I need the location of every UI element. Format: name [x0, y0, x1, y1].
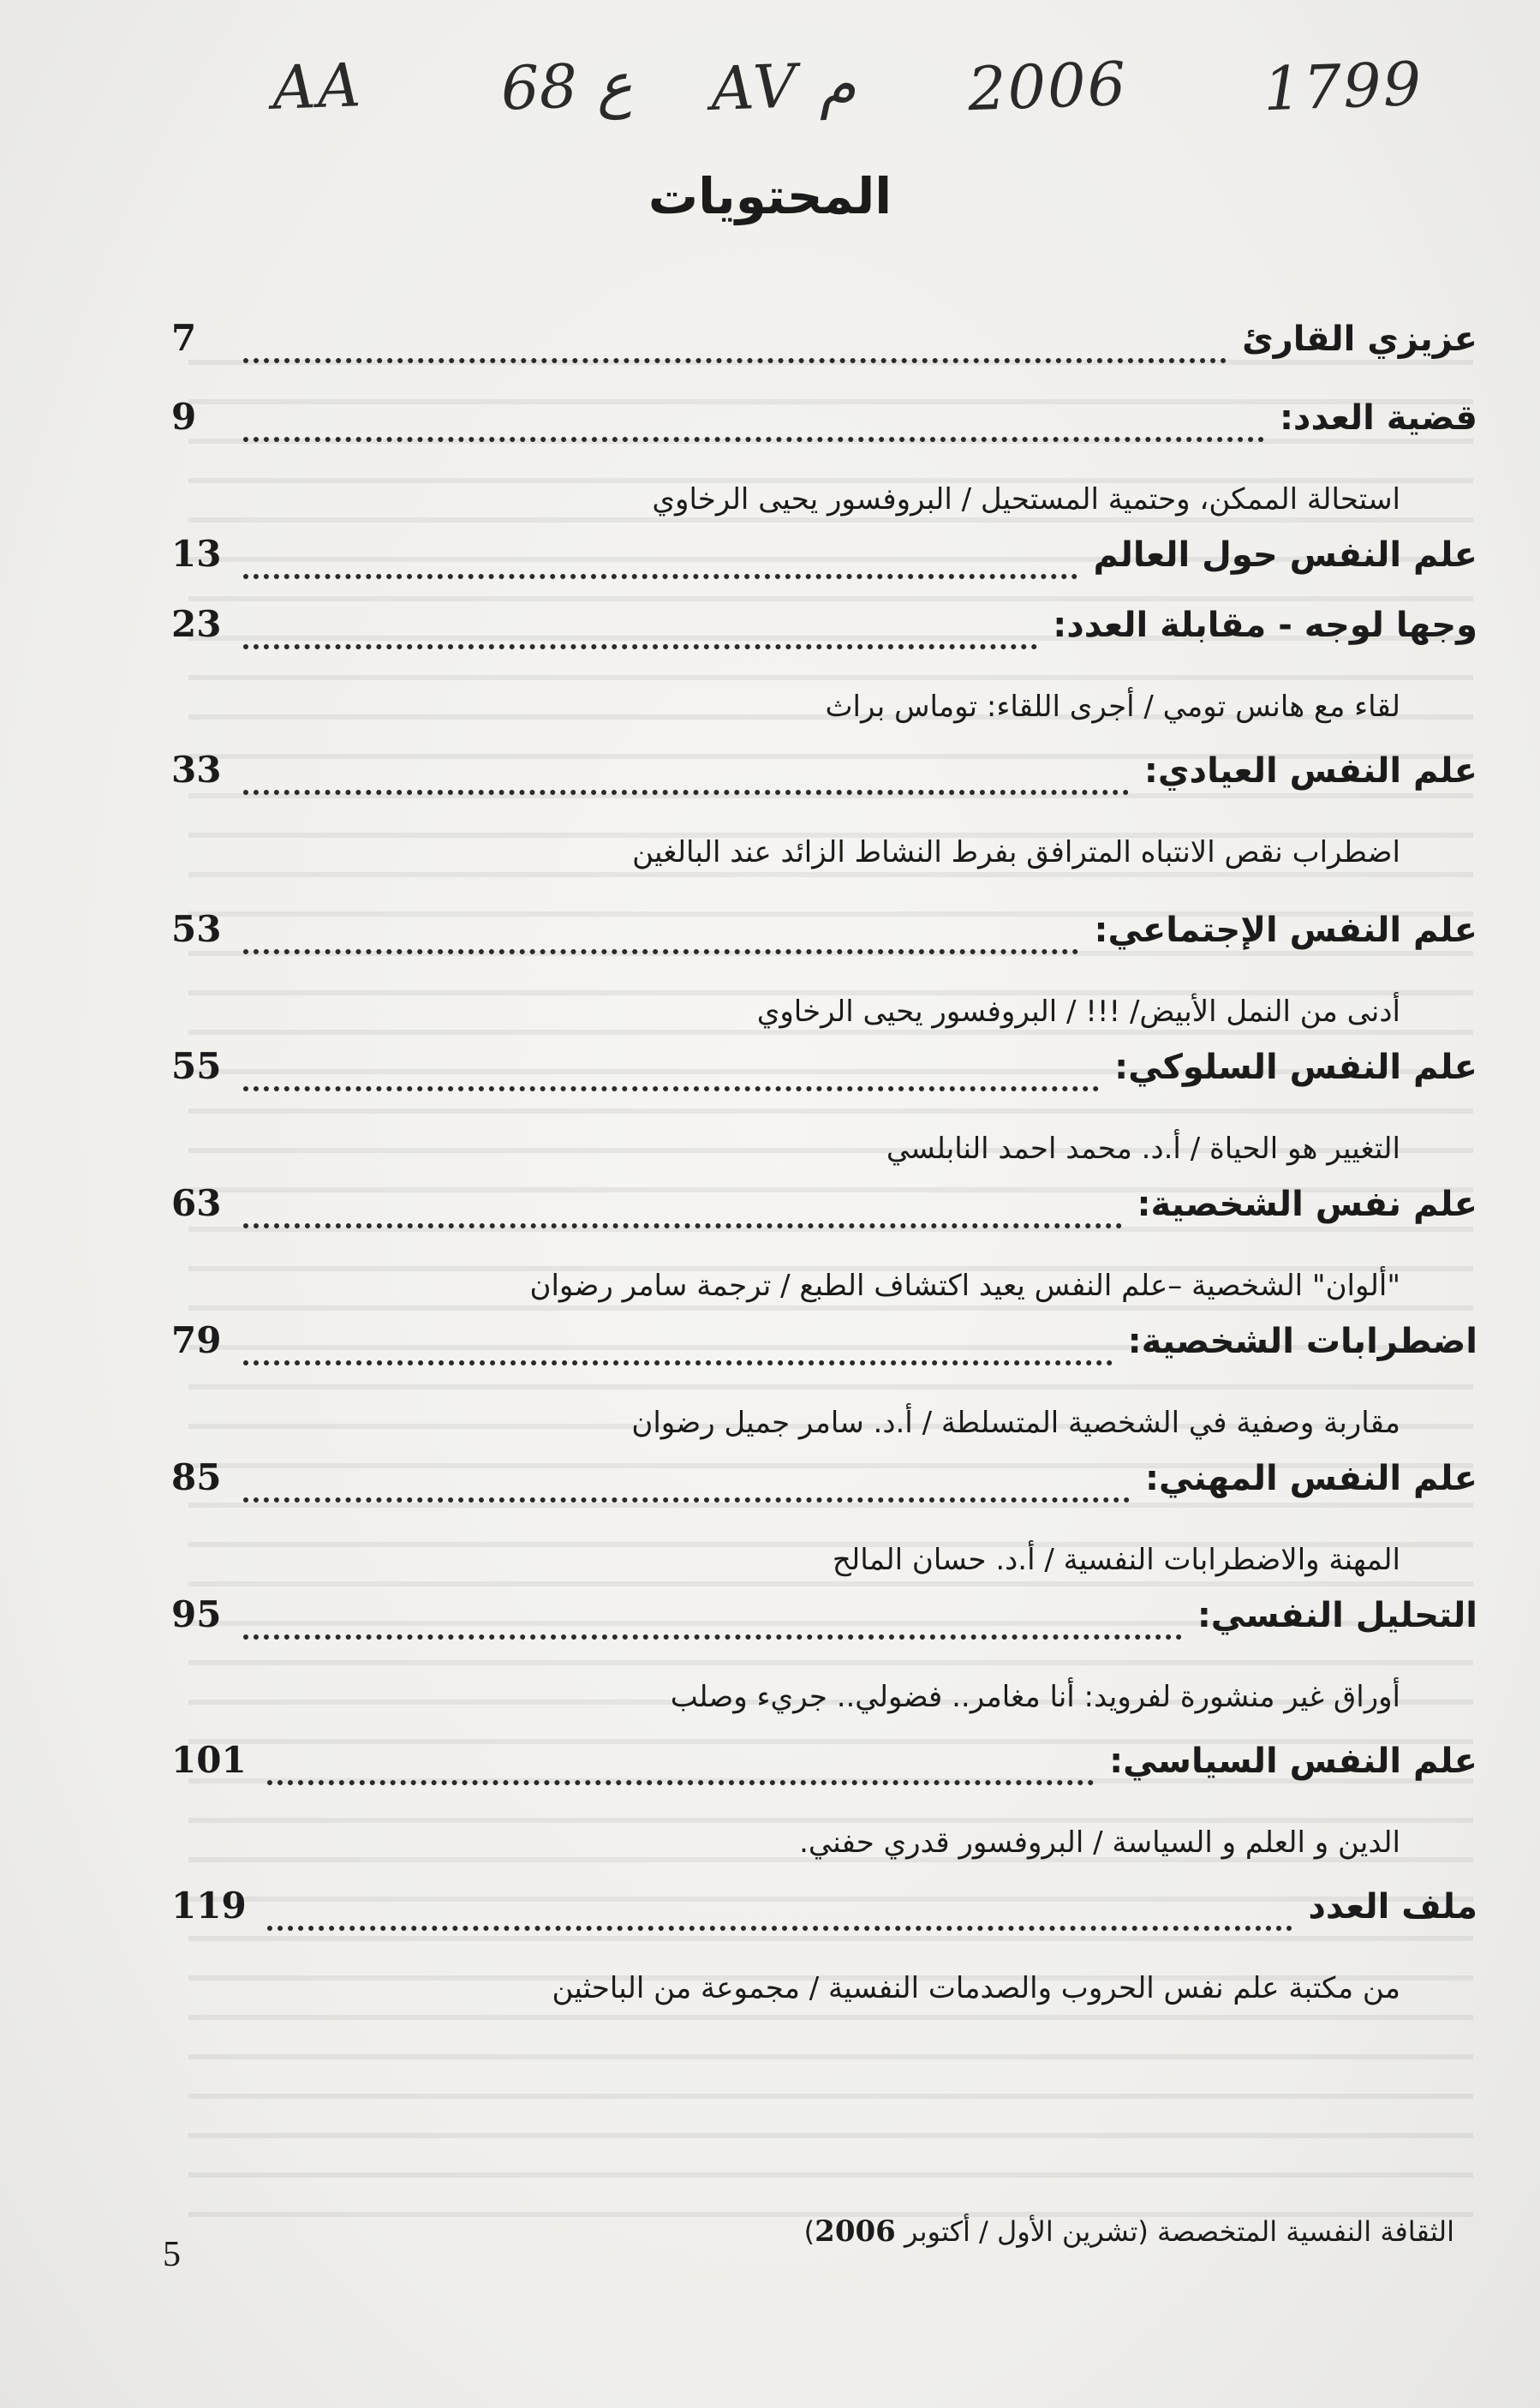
toc-entry [171, 396, 1477, 533]
dot-leader [243, 1223, 1122, 1228]
table-of-contents [171, 317, 1477, 2022]
dot-leader [243, 1634, 1182, 1640]
dot-leader [243, 1497, 1130, 1503]
dot-leader [267, 1926, 1293, 1931]
toc-entry [171, 533, 1477, 603]
toc-entry [171, 749, 1477, 886]
dot-leader [243, 1360, 1113, 1365]
toc-page-number: 33 [171, 749, 222, 791]
toc-entry [171, 603, 1477, 740]
toc-article: التغيير هو الحياة / أ.د. محمد احمد النابلسي [886, 1132, 1400, 1166]
footer-text: الثقافة النفسية المتخصصة (تشرين الأول / أكتوبر [904, 2215, 1454, 2248]
toc-entry [171, 1456, 1477, 1593]
toc-section-title: وجها لوجه - مقابلة العدد: [1053, 606, 1477, 645]
toc-page-number: 95 [171, 1593, 222, 1635]
toc-entry [171, 1739, 1477, 1876]
toc-page-number: 79 [171, 1319, 222, 1361]
handwritten-notes [0, 34, 1540, 137]
toc-article: استحالة الممكن، وحتمية المستحيل / البروفسور يحيى الرخاوي [652, 482, 1400, 517]
toc-article: لقاء مع هانس تومي / أجرى اللقاء: توماس براث [825, 690, 1400, 724]
toc-page-number: 119 [171, 1885, 247, 1927]
toc-page-number: 101 [171, 1739, 247, 1781]
toc-section-title: علم النفس السلوكي: [1114, 1048, 1477, 1087]
toc-page-number: 53 [171, 908, 222, 950]
toc-section-title: علم النفس حول العالم [1093, 535, 1477, 575]
dot-leader [243, 437, 1264, 442]
toc-section-title: علم النفس الإجتماعي: [1094, 911, 1477, 950]
toc-page-number: 13 [171, 533, 222, 575]
footer-close: ) [803, 2215, 815, 2248]
toc-section-title: ملف العدد [1308, 1887, 1477, 1927]
toc-entry [171, 1045, 1477, 1182]
footer-year: 2006 [815, 2214, 896, 2249]
toc-article: اضطراب نقص الانتباه المترافق بفرط النشاط الزائد عند البالغين [632, 835, 1400, 869]
toc-article: الدين و العلم و السياسة / البروفسور قدري حفني. [799, 1825, 1400, 1860]
dot-leader [243, 644, 1037, 649]
toc-page-number: 85 [171, 1456, 222, 1498]
toc-page-number: 7 [171, 317, 197, 359]
page-number: 5 [163, 2235, 181, 2274]
toc-article: من مكتبة علم نفس الحروب والصدمات النفسية / مجموعة من الباحثين [552, 1971, 1400, 2005]
toc-article: أوراق غير منشورة لفرويد: أنا مغامر.. فضولي.. جريء وصلب [670, 1680, 1400, 1714]
journal-footer [804, 2214, 1454, 2249]
handwritten-note: 68 ع [499, 49, 634, 124]
dot-leader [243, 949, 1078, 954]
toc-page-number: 55 [171, 1045, 222, 1087]
dot-leader [243, 574, 1077, 579]
toc-section-title: علم النفس السياسي: [1109, 1742, 1477, 1781]
toc-entry [171, 908, 1477, 1045]
handwritten-note: AV م [709, 49, 857, 124]
toc-article: مقاربة وصفية في الشخصية المتسلطة / أ.د. سامر جميل رضوان [631, 1406, 1400, 1440]
toc-page-number: 9 [171, 396, 197, 438]
handwritten-note: 2006 [966, 48, 1129, 125]
toc-section-title: قضية العدد: [1279, 398, 1477, 438]
dot-leader [243, 790, 1129, 795]
toc-section-title: التحليل النفسي: [1197, 1596, 1477, 1635]
dot-leader [267, 1780, 1094, 1785]
toc-page-number: 23 [171, 603, 222, 645]
toc-page-number: 63 [171, 1182, 222, 1224]
toc-entry [171, 1182, 1477, 1319]
handwritten-note: AA [271, 50, 364, 123]
toc-section-title: اضطرابات الشخصية: [1127, 1322, 1477, 1361]
toc-entry [171, 1319, 1477, 1456]
dot-leader [243, 358, 1227, 363]
toc-entry [171, 317, 1477, 387]
toc-section-title: عزيزي القارئ [1242, 320, 1477, 359]
toc-entry [171, 1885, 1477, 2022]
handwritten-note: 1799 [1262, 48, 1424, 125]
toc-section-title: علم النفس المهني: [1144, 1459, 1477, 1498]
dot-leader [243, 1086, 1099, 1091]
toc-article: أدنى من النمل الأبيض/ !!! / البروفسور يحيى الرخاوي [756, 995, 1400, 1029]
toc-section-title: علم نفس الشخصية: [1137, 1185, 1477, 1224]
toc-entry [171, 1593, 1477, 1730]
toc-section-title: علم النفس العيادي: [1143, 751, 1477, 791]
toc-article: "ألوان" الشخصية –علم النفس يعيد اكتشاف الطبع / ترجمة سامر رضوان [529, 1269, 1400, 1303]
page-title: المحتويات [648, 167, 892, 225]
toc-article: المهنة والاضطرابات النفسية / أ.د. حسان المالح [832, 1543, 1400, 1577]
